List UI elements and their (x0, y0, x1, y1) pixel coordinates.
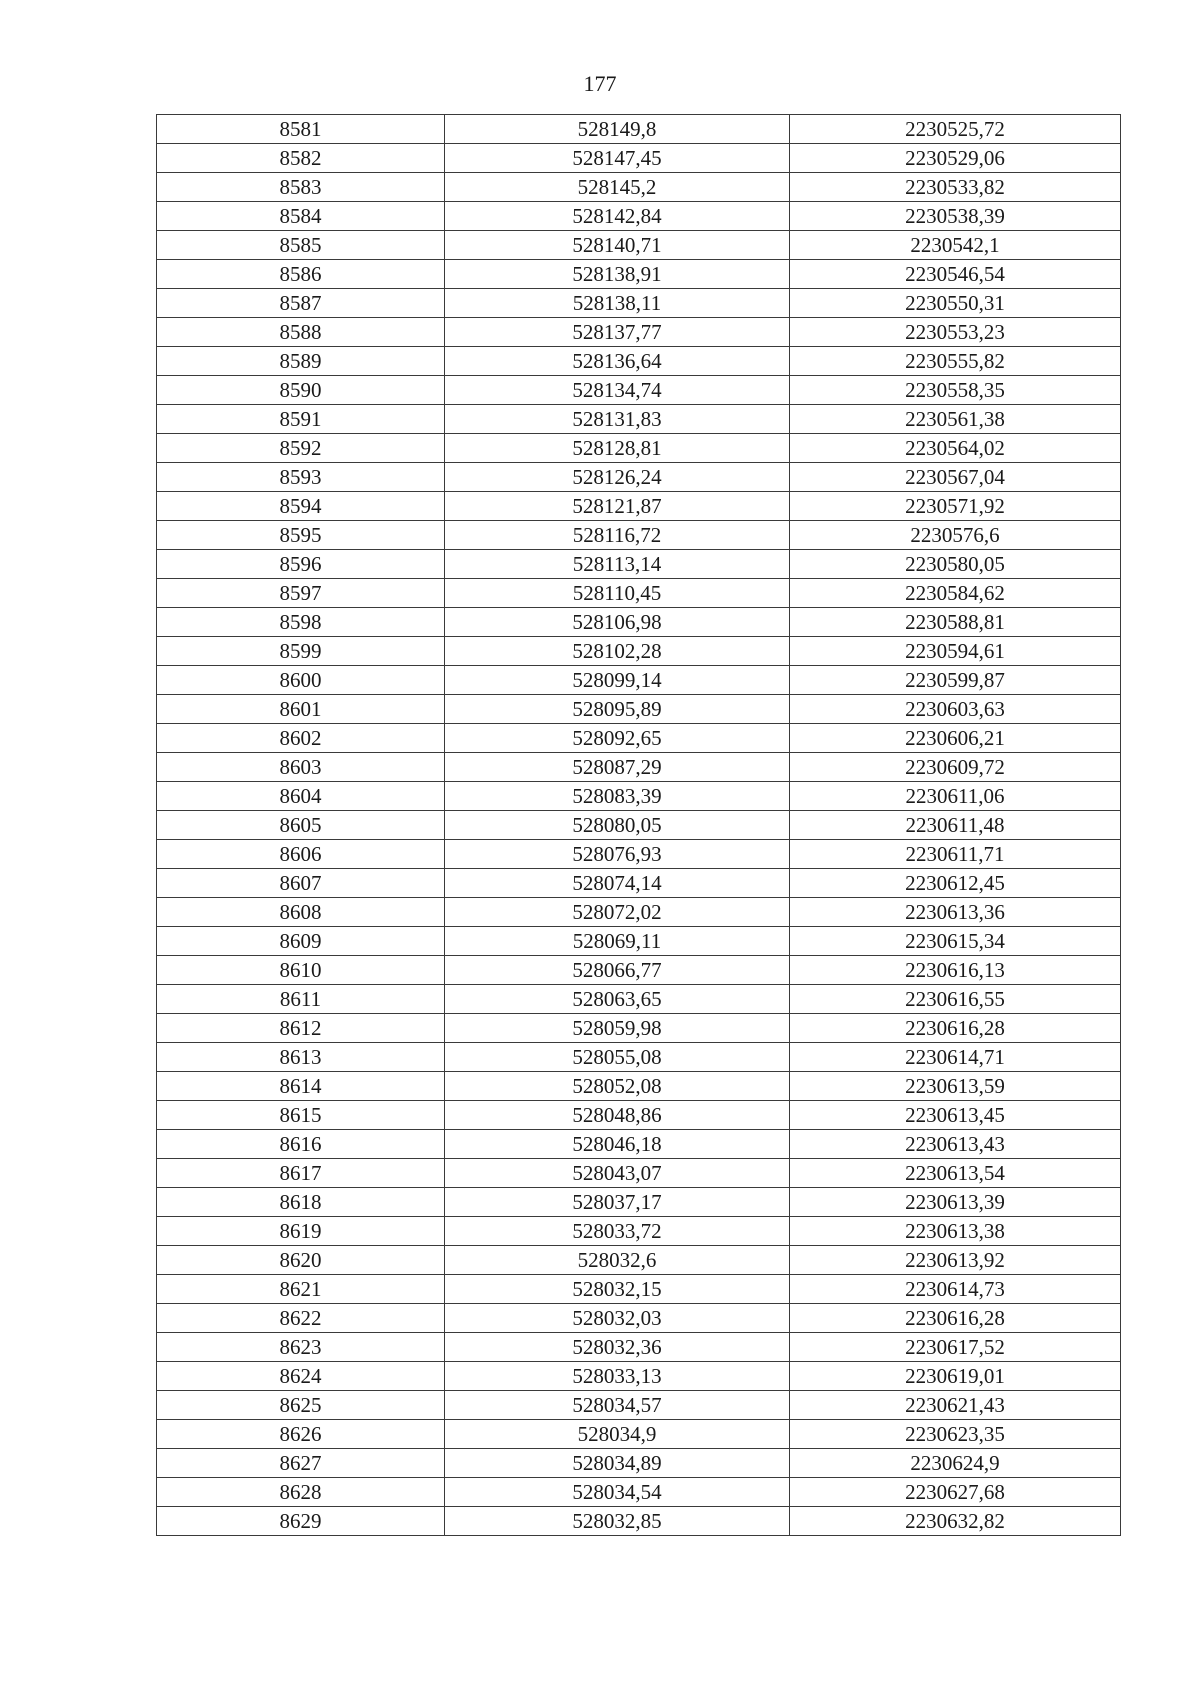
x-coordinate-cell: 528034,57 (445, 1391, 790, 1420)
point-number-cell: 8626 (157, 1420, 445, 1449)
table-row (157, 1507, 1121, 1536)
x-coordinate-cell: 528136,64 (445, 347, 790, 376)
x-coordinate-cell: 528131,83 (445, 405, 790, 434)
x-coordinate-cell: 528116,72 (445, 521, 790, 550)
point-number-cell: 8594 (157, 492, 445, 521)
table-row (157, 1362, 1121, 1391)
table-row (157, 347, 1121, 376)
x-coordinate-cell: 528102,28 (445, 637, 790, 666)
table-row (157, 927, 1121, 956)
x-coordinate-cell: 528076,93 (445, 840, 790, 869)
y-coordinate-cell: 2230619,01 (790, 1362, 1121, 1391)
point-number-cell: 8609 (157, 927, 445, 956)
x-coordinate-cell: 528032,85 (445, 1507, 790, 1536)
y-coordinate-cell: 2230584,62 (790, 579, 1121, 608)
y-coordinate-cell: 2230612,45 (790, 869, 1121, 898)
x-coordinate-cell: 528128,81 (445, 434, 790, 463)
point-number-cell: 8608 (157, 898, 445, 927)
x-coordinate-cell: 528043,07 (445, 1159, 790, 1188)
table-row (157, 434, 1121, 463)
x-coordinate-cell: 528034,54 (445, 1478, 790, 1507)
y-coordinate-cell: 2230555,82 (790, 347, 1121, 376)
x-coordinate-cell: 528052,08 (445, 1072, 790, 1101)
x-coordinate-cell: 528032,6 (445, 1246, 790, 1275)
x-coordinate-cell: 528034,89 (445, 1449, 790, 1478)
y-coordinate-cell: 2230606,21 (790, 724, 1121, 753)
table-row (157, 840, 1121, 869)
x-coordinate-cell: 528037,17 (445, 1188, 790, 1217)
table-row (157, 521, 1121, 550)
x-coordinate-cell: 528099,14 (445, 666, 790, 695)
point-number-cell: 8596 (157, 550, 445, 579)
x-coordinate-cell: 528110,45 (445, 579, 790, 608)
table-row (157, 782, 1121, 811)
x-coordinate-cell: 528034,9 (445, 1420, 790, 1449)
y-coordinate-cell: 2230632,82 (790, 1507, 1121, 1536)
point-number-cell: 8600 (157, 666, 445, 695)
point-number-cell: 8588 (157, 318, 445, 347)
table-row (157, 463, 1121, 492)
table-row (157, 550, 1121, 579)
point-number-cell: 8619 (157, 1217, 445, 1246)
y-coordinate-cell: 2230594,61 (790, 637, 1121, 666)
x-coordinate-cell: 528072,02 (445, 898, 790, 927)
y-coordinate-cell: 2230609,72 (790, 753, 1121, 782)
x-coordinate-cell: 528149,8 (445, 115, 790, 144)
x-coordinate-cell: 528046,18 (445, 1130, 790, 1159)
coordinates-table (156, 114, 1121, 1536)
point-number-cell: 8584 (157, 202, 445, 231)
x-coordinate-cell: 528032,03 (445, 1304, 790, 1333)
point-number-cell: 8629 (157, 1507, 445, 1536)
point-number-cell: 8612 (157, 1014, 445, 1043)
table-row (157, 898, 1121, 927)
point-number-cell: 8598 (157, 608, 445, 637)
point-number-cell: 8603 (157, 753, 445, 782)
table-row (157, 1014, 1121, 1043)
x-coordinate-cell: 528140,71 (445, 231, 790, 260)
table-row (157, 869, 1121, 898)
y-coordinate-cell: 2230613,36 (790, 898, 1121, 927)
table-row (157, 637, 1121, 666)
point-number-cell: 8616 (157, 1130, 445, 1159)
table-row (157, 1101, 1121, 1130)
point-number-cell: 8590 (157, 376, 445, 405)
x-coordinate-cell: 528074,14 (445, 869, 790, 898)
table-row (157, 985, 1121, 1014)
table-row (157, 318, 1121, 347)
y-coordinate-cell: 2230546,54 (790, 260, 1121, 289)
y-coordinate-cell: 2230621,43 (790, 1391, 1121, 1420)
point-number-cell: 8582 (157, 144, 445, 173)
point-number-cell: 8585 (157, 231, 445, 260)
point-number-cell: 8620 (157, 1246, 445, 1275)
table-row (157, 492, 1121, 521)
table-row (157, 1188, 1121, 1217)
point-number-cell: 8611 (157, 985, 445, 1014)
x-coordinate-cell: 528055,08 (445, 1043, 790, 1072)
x-coordinate-cell: 528066,77 (445, 956, 790, 985)
point-number-cell: 8602 (157, 724, 445, 753)
y-coordinate-cell: 2230529,06 (790, 144, 1121, 173)
x-coordinate-cell: 528032,36 (445, 1333, 790, 1362)
point-number-cell: 8593 (157, 463, 445, 492)
y-coordinate-cell: 2230613,39 (790, 1188, 1121, 1217)
point-number-cell: 8615 (157, 1101, 445, 1130)
point-number-cell: 8610 (157, 956, 445, 985)
y-coordinate-cell: 2230611,06 (790, 782, 1121, 811)
x-coordinate-cell: 528063,65 (445, 985, 790, 1014)
table-row (157, 376, 1121, 405)
point-number-cell: 8605 (157, 811, 445, 840)
table-row (157, 1333, 1121, 1362)
point-number-cell: 8595 (157, 521, 445, 550)
table-row (157, 289, 1121, 318)
table-row (157, 1478, 1121, 1507)
point-number-cell: 8583 (157, 173, 445, 202)
point-number-cell: 8621 (157, 1275, 445, 1304)
y-coordinate-cell: 2230617,52 (790, 1333, 1121, 1362)
point-number-cell: 8607 (157, 869, 445, 898)
table-row (157, 1217, 1121, 1246)
table-row (157, 173, 1121, 202)
point-number-cell: 8606 (157, 840, 445, 869)
point-number-cell: 8586 (157, 260, 445, 289)
table-row (157, 115, 1121, 144)
y-coordinate-cell: 2230616,55 (790, 985, 1121, 1014)
point-number-cell: 8613 (157, 1043, 445, 1072)
y-coordinate-cell: 2230616,28 (790, 1304, 1121, 1333)
x-coordinate-cell: 528145,2 (445, 173, 790, 202)
x-coordinate-cell: 528087,29 (445, 753, 790, 782)
table-row (157, 1449, 1121, 1478)
y-coordinate-cell: 2230616,13 (790, 956, 1121, 985)
x-coordinate-cell: 528048,86 (445, 1101, 790, 1130)
x-coordinate-cell: 528095,89 (445, 695, 790, 724)
x-coordinate-cell: 528059,98 (445, 1014, 790, 1043)
point-number-cell: 8617 (157, 1159, 445, 1188)
y-coordinate-cell: 2230603,63 (790, 695, 1121, 724)
y-coordinate-cell: 2230580,05 (790, 550, 1121, 579)
point-number-cell: 8622 (157, 1304, 445, 1333)
table-row (157, 956, 1121, 985)
x-coordinate-cell: 528033,72 (445, 1217, 790, 1246)
y-coordinate-cell: 2230538,39 (790, 202, 1121, 231)
x-coordinate-cell: 528033,13 (445, 1362, 790, 1391)
point-number-cell: 8624 (157, 1362, 445, 1391)
x-coordinate-cell: 528142,84 (445, 202, 790, 231)
table-row (157, 724, 1121, 753)
y-coordinate-cell: 2230611,48 (790, 811, 1121, 840)
point-number-cell: 8623 (157, 1333, 445, 1362)
x-coordinate-cell: 528138,11 (445, 289, 790, 318)
table-row (157, 1130, 1121, 1159)
table-row (157, 1246, 1121, 1275)
y-coordinate-cell: 2230614,71 (790, 1043, 1121, 1072)
table-row (157, 1043, 1121, 1072)
x-coordinate-cell: 528121,87 (445, 492, 790, 521)
table-row (157, 608, 1121, 637)
y-coordinate-cell: 2230599,87 (790, 666, 1121, 695)
y-coordinate-cell: 2230613,45 (790, 1101, 1121, 1130)
table-row (157, 1391, 1121, 1420)
x-coordinate-cell: 528137,77 (445, 318, 790, 347)
y-coordinate-cell: 2230611,71 (790, 840, 1121, 869)
point-number-cell: 8627 (157, 1449, 445, 1478)
x-coordinate-cell: 528032,15 (445, 1275, 790, 1304)
x-coordinate-cell: 528126,24 (445, 463, 790, 492)
table-row (157, 144, 1121, 173)
y-coordinate-cell: 2230553,23 (790, 318, 1121, 347)
y-coordinate-cell: 2230561,38 (790, 405, 1121, 434)
y-coordinate-cell: 2230558,35 (790, 376, 1121, 405)
point-number-cell: 8581 (157, 115, 445, 144)
table-row (157, 231, 1121, 260)
table-row (157, 753, 1121, 782)
y-coordinate-cell: 2230564,02 (790, 434, 1121, 463)
x-coordinate-cell: 528080,05 (445, 811, 790, 840)
x-coordinate-cell: 528092,65 (445, 724, 790, 753)
table-row (157, 260, 1121, 289)
point-number-cell: 8625 (157, 1391, 445, 1420)
y-coordinate-cell: 2230615,34 (790, 927, 1121, 956)
x-coordinate-cell: 528106,98 (445, 608, 790, 637)
point-number-cell: 8618 (157, 1188, 445, 1217)
table-row (157, 666, 1121, 695)
y-coordinate-cell: 2230613,54 (790, 1159, 1121, 1188)
y-coordinate-cell: 2230567,04 (790, 463, 1121, 492)
point-number-cell: 8589 (157, 347, 445, 376)
point-number-cell: 8601 (157, 695, 445, 724)
point-number-cell: 8614 (157, 1072, 445, 1101)
table-row (157, 1420, 1121, 1449)
y-coordinate-cell: 2230571,92 (790, 492, 1121, 521)
x-coordinate-cell: 528138,91 (445, 260, 790, 289)
y-coordinate-cell: 2230525,72 (790, 115, 1121, 144)
y-coordinate-cell: 2230542,1 (790, 231, 1121, 260)
table-row (157, 1275, 1121, 1304)
x-coordinate-cell: 528113,14 (445, 550, 790, 579)
table-row (157, 579, 1121, 608)
point-number-cell: 8604 (157, 782, 445, 811)
point-number-cell: 8628 (157, 1478, 445, 1507)
y-coordinate-cell: 2230533,82 (790, 173, 1121, 202)
table-row (157, 1304, 1121, 1333)
page-number: 177 (583, 71, 617, 96)
y-coordinate-cell: 2230616,28 (790, 1014, 1121, 1043)
x-coordinate-cell: 528083,39 (445, 782, 790, 811)
point-number-cell: 8587 (157, 289, 445, 318)
x-coordinate-cell: 528069,11 (445, 927, 790, 956)
table-row (157, 202, 1121, 231)
coordinates-table-body (157, 115, 1121, 1536)
y-coordinate-cell: 2230613,59 (790, 1072, 1121, 1101)
point-number-cell: 8592 (157, 434, 445, 463)
table-row (157, 1159, 1121, 1188)
y-coordinate-cell: 2230613,92 (790, 1246, 1121, 1275)
y-coordinate-cell: 2230624,9 (790, 1449, 1121, 1478)
x-coordinate-cell: 528134,74 (445, 376, 790, 405)
point-number-cell: 8599 (157, 637, 445, 666)
y-coordinate-cell: 2230614,73 (790, 1275, 1121, 1304)
y-coordinate-cell: 2230623,35 (790, 1420, 1121, 1449)
table-row (157, 1072, 1121, 1101)
table-row (157, 811, 1121, 840)
point-number-cell: 8591 (157, 405, 445, 434)
y-coordinate-cell: 2230550,31 (790, 289, 1121, 318)
point-number-cell: 8597 (157, 579, 445, 608)
table-row (157, 695, 1121, 724)
y-coordinate-cell: 2230576,6 (790, 521, 1121, 550)
y-coordinate-cell: 2230613,38 (790, 1217, 1121, 1246)
y-coordinate-cell: 2230627,68 (790, 1478, 1121, 1507)
x-coordinate-cell: 528147,45 (445, 144, 790, 173)
table-row (157, 405, 1121, 434)
y-coordinate-cell: 2230613,43 (790, 1130, 1121, 1159)
y-coordinate-cell: 2230588,81 (790, 608, 1121, 637)
